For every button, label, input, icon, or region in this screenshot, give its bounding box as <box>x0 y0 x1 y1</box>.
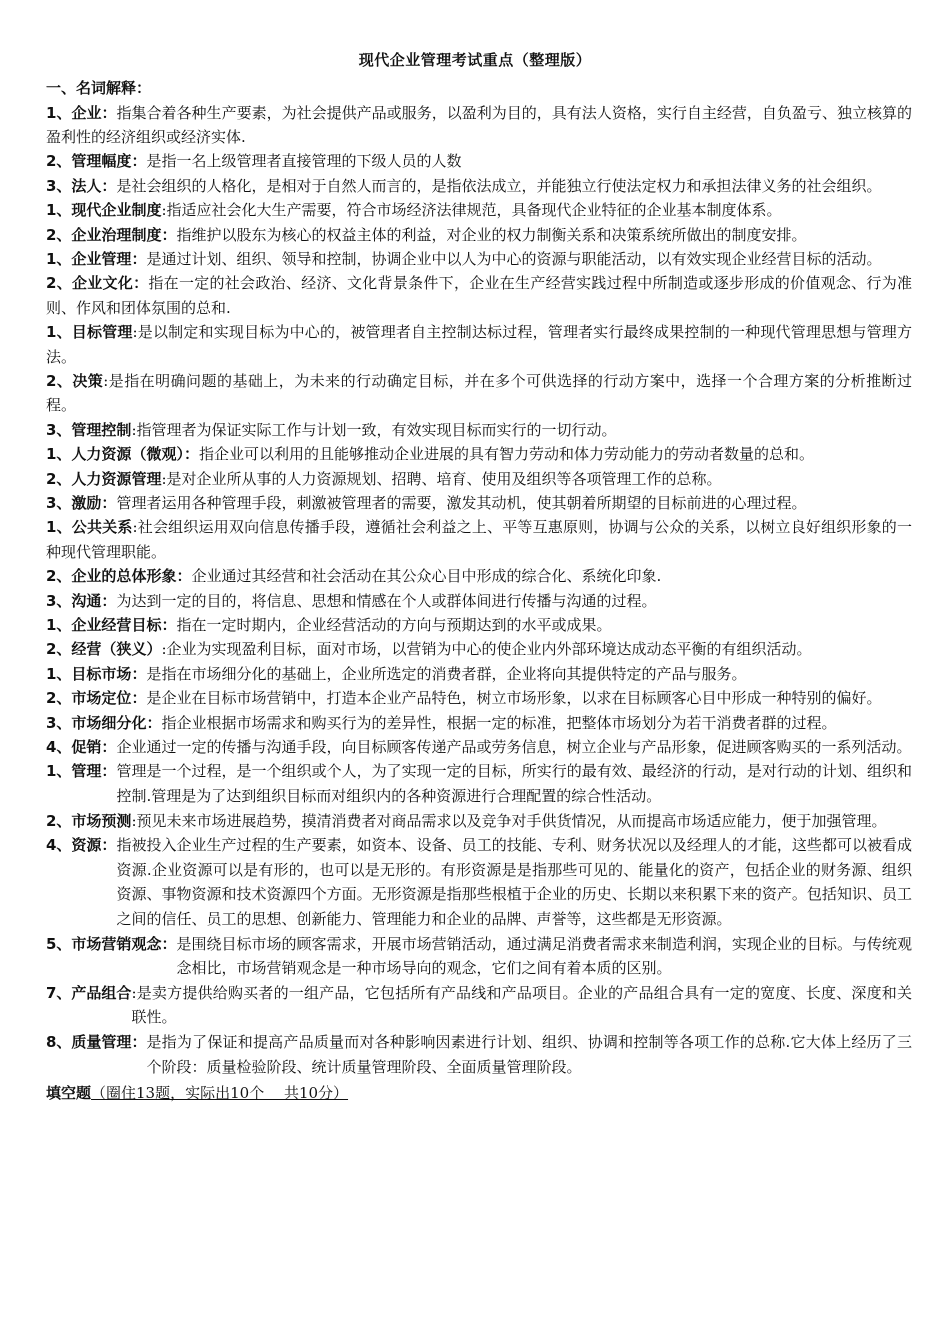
hanging-definition-term: 5、市场营销观念： <box>46 934 177 953</box>
definition-item <box>46 223 912 247</box>
hanging-definition-term: 2、市场预测 <box>46 811 132 830</box>
definition-item <box>46 637 912 661</box>
definition-term: 2、企业的总体形象： <box>46 567 192 586</box>
hanging-definition-text: 是围绕目标市场的顾客需求，开展市场营销活动，通过满足消费者需求来制造利润，实现企业的目标。与传统观念相比，市场营销观念是一种市场导向的观念，它们之间有着本质的区别。 <box>176 934 912 978</box>
definition-text: 管理者运用各种管理手段，刺激被管理者的需要，激发其动机，使其朝着所期望的目标前进的心理过程。 <box>116 494 807 512</box>
hanging-definition-list <box>46 759 912 1079</box>
definition-term: 3、法人： <box>46 176 117 195</box>
definition-text: :是指在明确问题的基础上，为未来的行动确定目标，并在多个可供选择的行动方案中，选择一个合理方案的分析推断过程。 <box>46 371 913 415</box>
definition-text: 指维护以股东为核心的权益主体的利益，对企业的权力制衡关系和决策系统所做出的制度安排。 <box>176 225 807 244</box>
definition-text: 企业通过其经营和社会活动在其公众心目中形成的综合化、系统化印象. <box>191 567 662 586</box>
hanging-definition-term: 7、产品组合 <box>46 983 132 1002</box>
hanging-definition-text: :是卖方提供给购买者的一组产品，它包括所有产品线和产品项目。企业的产品组合具有一定的宽度、长度、深度和关联性。 <box>131 983 912 1027</box>
definition-text: 是企业在目标市场营销中，打造本企业产品特色，树立市场形象，以求在目标顾客心目中形成一种特别的偏好。 <box>146 689 882 708</box>
definition-item <box>46 613 912 637</box>
definition-text: 指集合着各种生产要素，为社会提供产品或服务，以盈利为目的，具有法人资格，实行自主经营，自负盈亏、独立核算的盈利性的经济组织或经济实体. <box>46 103 913 146</box>
definition-list <box>46 101 912 760</box>
definition-text: :是对企业所从事的人力资源规划、招聘、培育、使用及组织等各项管理工作的总称。 <box>161 469 722 488</box>
hanging-definition-item <box>46 1030 912 1079</box>
definition-item <box>46 418 912 442</box>
definition-item <box>46 369 912 418</box>
fill-in-heading <box>46 1081 912 1106</box>
definition-term: 1、人力资源（微观）： <box>46 445 199 464</box>
definition-term: 2、人力资源管理 <box>46 469 162 488</box>
definition-item <box>46 271 912 320</box>
document-title: 现代企业管理考试重点（整理版） <box>358 51 592 69</box>
hanging-definition-item <box>46 759 912 808</box>
fill-in-label: 填空题 <box>46 1084 92 1103</box>
definition-item <box>46 149 912 173</box>
definition-item <box>46 662 912 686</box>
fill-in-note: （圈住13题，实际出10个 共10分） <box>91 1084 349 1103</box>
definition-term: 2、决策 <box>46 371 104 390</box>
definition-text: :是以制定和实现目标为中心的，被管理者自主控制达标过程，管理者实行最终成果控制的一种现代管理思想与管理方法。 <box>46 323 912 366</box>
hanging-definition-text: 指被投入企业生产过程的生产要素，如资本、设备、员工的技能、专利、财务状况以及经理人的才能，这些都可以被看成资源.企业资源可以是有形的，也可以是无形的。有形资源是是指那些可见的、能量化的资产，包括企业的财务源、组织资源、事物资源和技术资源四个方面。无形资源是指那些根植于企业的历史、长期以来积累下来的资产。包括知识、员工之间的信任、员工的思想、创新能力、管理能力和企业的品牌、声誉等，这些都是无形资源。 <box>116 836 912 929</box>
definition-text: :指适应社会化大生产需要，符合市场经济法律规范，具备现代企业特征的企业基本制度体系。 <box>161 201 782 220</box>
hanging-definition-item <box>46 932 912 981</box>
hanging-definition-text: :预见未来市场进展趋势，摸清消费者对商品需求以及竞争对手供货情况，从而提高市场适应能力，便于加强管理。 <box>131 811 887 830</box>
definition-text: 指企业根据市场需求和购买行为的差异性，根据一定的标准，把整体市场划分为若干消费者群的过程。 <box>161 713 837 732</box>
definition-text: 是社会组织的人格化，是相对于自然人而言的，是指依法成立，并能独立行使法定权力和承担法律义务的社会组织。 <box>116 176 882 195</box>
definition-term: 2、经营（狭义） <box>46 640 162 659</box>
definition-item <box>46 735 912 759</box>
definition-term: 3、激励： <box>46 494 117 512</box>
hanging-definition-item <box>46 833 912 931</box>
definition-term: 4、促销： <box>46 738 117 757</box>
hanging-definition-term: 4、资源： <box>46 836 117 855</box>
definition-text: :指管理者为保证实际工作与计划一致，有效实现目标而实行的一切行动。 <box>131 420 617 439</box>
definition-item <box>46 467 912 491</box>
hanging-definition-item <box>46 981 912 1030</box>
definition-term: 1、目标市场： <box>46 664 147 683</box>
hanging-definition-text: 是指为了保证和提高产品质量而对各种影响因素进行计划、组织、协调和控制等各项工作的总称.它大体上经历了三个阶段：质量检验阶段、统计质量管理阶段、全面质量管理阶段。 <box>146 1033 912 1076</box>
definition-term: 1、企业： <box>46 103 117 122</box>
definition-item <box>46 442 912 466</box>
definition-item <box>46 101 912 150</box>
hanging-definition-term: 8、质量管理： <box>46 1033 147 1051</box>
hanging-definition-text: 管理是一个过程，是一个组织或个人，为了实现一定的目标，所实行的最有效、最经济的行动，是对行动的计划、组织和控制.管理是为了达到组织目标而对组织内的各种资源进行合理配置的综合性活动。 <box>116 762 912 806</box>
definition-item <box>46 320 912 369</box>
definition-text: 是指一名上级管理者直接管理的下级人员的人数 <box>146 152 462 171</box>
definition-item <box>46 174 912 198</box>
definition-term: 1、企业经营目标： <box>46 616 177 635</box>
definition-text: 指企业可以利用的且能够推动企业进展的具有智力劳动和体力劳动能力的劳动者数量的总和。 <box>198 445 814 464</box>
definition-item <box>46 564 912 588</box>
hanging-definition-term: 1、管理： <box>46 762 117 781</box>
hanging-definition-item <box>46 809 912 834</box>
definition-term: 3、市场细分化： <box>46 713 162 732</box>
definition-term: 2、企业文化： <box>46 274 149 293</box>
definition-text: :企业为实现盈利目标，面对市场，以营销为中心的使企业内外部环境达成动态平衡的有组织活动。 <box>161 640 812 659</box>
definition-item <box>46 515 912 564</box>
definition-text: 指在一定的社会政治、经济、文化背景条件下，企业在生产经营实践过程中所制造或逐步形成的价值观念、行为准则、作风和团体氛围的总和. <box>46 274 912 317</box>
definition-term: 2、市场定位： <box>46 689 147 708</box>
definition-term: 1、现代企业制度 <box>46 201 162 220</box>
definition-item <box>46 589 912 613</box>
definition-term: 3、沟通： <box>46 591 117 610</box>
definition-term: 1、目标管理 <box>46 323 133 342</box>
definition-text: :社会组织运用双向信息传播手段，遵循社会利益之上、平等互惠原则，协调与公众的关系，以树立良好组织形象的一种现代管理职能。 <box>46 518 912 561</box>
definition-term: 1、企业管理： <box>46 249 147 268</box>
definition-item <box>46 686 912 710</box>
definition-item <box>46 247 912 271</box>
definition-text: 是通过计划、组织、领导和控制，协调企业中以人为中心的资源与职能活动，以有效实现企业经营目标的活动。 <box>146 249 882 268</box>
definition-text: 为达到一定的目的，将信息、思想和情感在个人或群体间进行传播与沟通的过程。 <box>116 591 657 610</box>
definition-item <box>46 711 912 735</box>
definition-text: 指在一定时期内，企业经营活动的方向与预期达到的水平或成果。 <box>176 616 612 635</box>
definition-term: 2、企业治理制度： <box>46 225 177 244</box>
definition-item <box>46 491 912 515</box>
definition-term: 1、公共关系 <box>46 518 133 537</box>
section-heading: 一、名词解释： <box>46 79 152 97</box>
definition-term: 3、管理控制 <box>46 420 132 439</box>
document-body <box>46 76 912 1106</box>
definition-text: 是指在市场细分化的基础上，企业所选定的消费者群，企业将向其提供特定的产品与服务。 <box>146 664 747 683</box>
definition-term: 2、管理幅度： <box>46 152 147 171</box>
definition-item <box>46 198 912 222</box>
definition-text: 企业通过一定的传播与沟通手段，向目标顾客传递产品或劳务信息，树立企业与产品形象，促进顾客购买的一系列活动。 <box>116 738 912 757</box>
